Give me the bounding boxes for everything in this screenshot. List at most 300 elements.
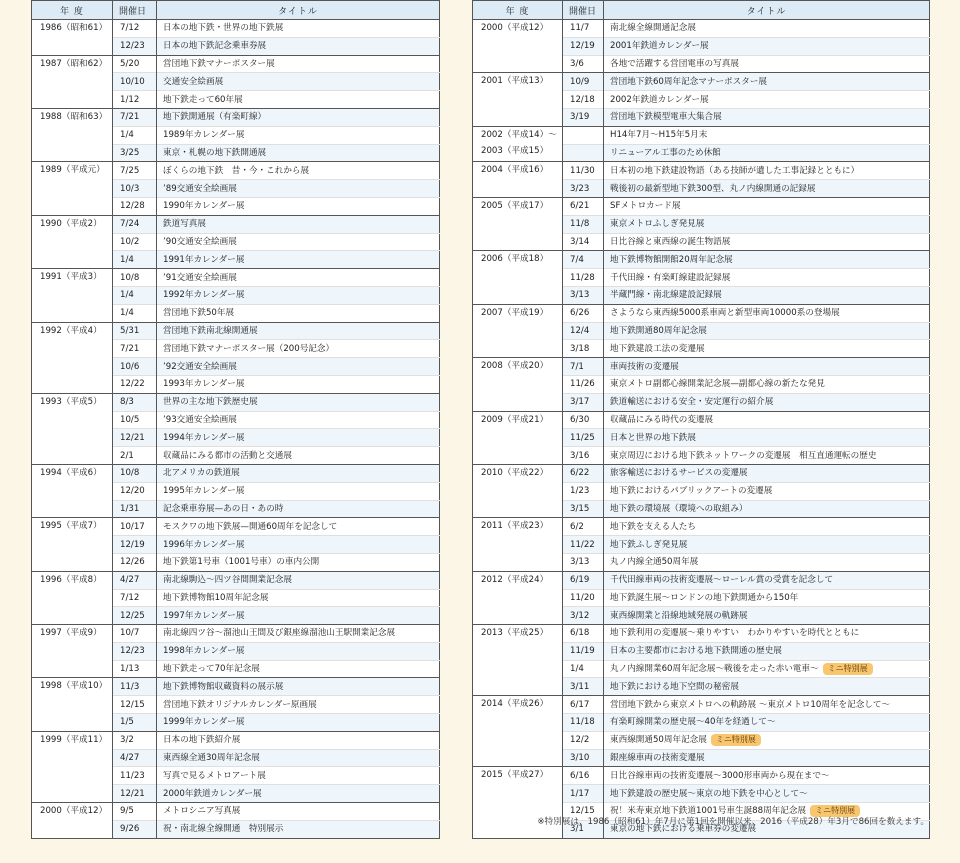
date-cell: 12/15 bbox=[563, 803, 604, 821]
date-cell: 7/4 bbox=[563, 251, 604, 269]
title-cell bbox=[157, 518, 440, 536]
year-cell bbox=[32, 464, 113, 517]
year-cell bbox=[473, 304, 563, 357]
year-label: 1991（平成3） bbox=[40, 272, 102, 283]
title-cell bbox=[604, 304, 930, 322]
exhibition-title: 1994年カレンダー展 bbox=[163, 432, 245, 443]
date-cell: 10/9 bbox=[563, 73, 604, 91]
exhibition-title: 祝・南北線全線開通 特別展示 bbox=[163, 824, 284, 835]
title-cell bbox=[604, 500, 930, 518]
mini-special-badge: ミニ特別展 bbox=[823, 663, 873, 675]
date-cell: 6/19 bbox=[563, 571, 604, 589]
title-cell bbox=[604, 144, 930, 162]
date-cell: 8/3 bbox=[113, 393, 157, 411]
title-cell bbox=[157, 322, 440, 340]
exhibition-title: 1999年カレンダー展 bbox=[163, 717, 245, 728]
title-cell bbox=[157, 180, 440, 198]
date-cell: 1/4 bbox=[113, 286, 157, 304]
table-row bbox=[32, 215, 440, 233]
exhibition-title: 千代田線車両の技術変遷展〜ローレル賞の受賞を記念して bbox=[610, 575, 834, 586]
date-cell: 3/12 bbox=[563, 607, 604, 625]
exhibition-title: モスクワの地下鉄展—開通60周年を記念して bbox=[163, 521, 338, 532]
exhibition-title: 銀座線車両の技術変遷展 bbox=[610, 753, 705, 764]
year-label: 1992（平成4） bbox=[40, 325, 102, 336]
exhibition-title: 東西線全通30周年記念展 bbox=[163, 753, 260, 764]
header-date: 開催日 bbox=[113, 1, 157, 20]
exhibition-title: 営団地下鉄南北線開通展 bbox=[163, 325, 258, 336]
exhibition-title: 世界の主な地下鉄歴史展 bbox=[163, 397, 258, 408]
title-cell bbox=[604, 553, 930, 571]
year-cell bbox=[32, 108, 113, 161]
year-cell bbox=[32, 678, 113, 731]
title-cell bbox=[157, 411, 440, 429]
title-cell bbox=[604, 375, 930, 393]
date-cell: 1/17 bbox=[563, 785, 604, 803]
table-row bbox=[32, 20, 440, 38]
date-cell: 10/10 bbox=[113, 73, 157, 91]
date-cell: 12/19 bbox=[563, 37, 604, 55]
year-cell bbox=[32, 20, 113, 56]
exhibition-title: 1996年カレンダー展 bbox=[163, 539, 245, 550]
title-cell bbox=[157, 197, 440, 215]
exhibition-title: 東京の地下鉄における乗車券の変遷展 bbox=[610, 824, 757, 835]
exhibition-title: 祝！米寿東京地下鉄道1001号車生誕88周年記念展 bbox=[610, 806, 807, 817]
date-cell: 3/25 bbox=[113, 144, 157, 162]
exhibition-title: 日比谷線車両の技術変遷展〜3000形車両から現在まで〜 bbox=[610, 770, 830, 781]
title-cell bbox=[157, 500, 440, 518]
title-cell bbox=[157, 607, 440, 625]
exhibition-title: 日本の地下鉄・世界の地下鉄展 bbox=[163, 23, 284, 34]
date-cell: 1/5 bbox=[113, 714, 157, 732]
year-label: 2007（平成19） bbox=[481, 307, 549, 318]
exhibition-title: 地下鉄開通展（有楽町線） bbox=[163, 112, 267, 123]
year-label: 1996（平成8） bbox=[40, 574, 102, 585]
date-cell: 11/22 bbox=[563, 536, 604, 554]
year-label: 1997（平成9） bbox=[40, 628, 102, 639]
date-cell: 6/17 bbox=[563, 696, 604, 714]
title-cell bbox=[157, 144, 440, 162]
date-cell: 3/14 bbox=[563, 233, 604, 251]
exhibition-title: 南北線四ツ谷〜溜池山王間及び銀座線溜池山王駅開業記念展 bbox=[163, 628, 396, 639]
table-row bbox=[473, 73, 930, 91]
exhibition-title: 旅客輸送におけるサービスの変遷展 bbox=[610, 468, 748, 479]
year-label: 2011（平成23） bbox=[481, 521, 549, 532]
date-cell: 12/25 bbox=[113, 607, 157, 625]
date-cell: 10/6 bbox=[113, 358, 157, 376]
date-cell: 3/10 bbox=[563, 749, 604, 767]
exhibition-title: 営団地下鉄60周年記念マナーポスター展 bbox=[610, 76, 768, 87]
table-header bbox=[473, 1, 930, 20]
title-cell bbox=[604, 126, 930, 144]
date-cell: 11/25 bbox=[563, 429, 604, 447]
year-cell bbox=[473, 251, 563, 304]
year-cell bbox=[473, 162, 563, 198]
exhibition-title: 地下鉄走って70年記念展 bbox=[163, 664, 260, 675]
date-cell: 6/21 bbox=[563, 197, 604, 215]
title-cell bbox=[604, 162, 930, 180]
date-cell: 10/17 bbox=[113, 518, 157, 536]
year-cell bbox=[473, 126, 563, 162]
year-cell bbox=[473, 197, 563, 250]
title-cell bbox=[604, 447, 930, 465]
year-label: 2008（平成20） bbox=[481, 361, 549, 372]
title-cell bbox=[604, 749, 930, 767]
exhibition-title: 1995年カレンダー展 bbox=[163, 486, 245, 497]
date-cell: 6/18 bbox=[563, 625, 604, 643]
date-cell bbox=[563, 144, 604, 162]
table-row bbox=[32, 108, 440, 126]
exhibition-title: 営団地下鉄オリジナルカレンダー原画展 bbox=[163, 699, 317, 710]
title-cell bbox=[604, 20, 930, 38]
exhibition-title: さようなら東西線5000系車両と新型車両10000系の登場展 bbox=[610, 308, 840, 319]
title-cell bbox=[157, 589, 440, 607]
title-cell bbox=[604, 322, 930, 340]
exhibition-title: 日比谷線と東西線の誕生物語展 bbox=[610, 236, 731, 247]
table-row bbox=[473, 251, 930, 269]
date-cell: 7/21 bbox=[113, 108, 157, 126]
title-cell bbox=[604, 731, 930, 749]
title-cell bbox=[604, 518, 930, 536]
title-cell bbox=[604, 696, 930, 714]
exhibition-title: 地下鉄建設の歴史展〜東京の地下鉄を中心として〜 bbox=[610, 788, 808, 799]
exhibition-title: 記念乗車券展—あの日・あの時 bbox=[163, 503, 284, 514]
exhibition-title: リニューアル工事のため休館 bbox=[610, 147, 721, 158]
date-cell: 6/30 bbox=[563, 411, 604, 429]
title-cell bbox=[157, 625, 440, 643]
exhibition-title: 1989年カレンダー展 bbox=[163, 130, 245, 141]
title-cell bbox=[157, 678, 440, 696]
date-cell: 7/12 bbox=[113, 589, 157, 607]
date-cell: 7/1 bbox=[563, 358, 604, 376]
date-cell: 12/21 bbox=[113, 429, 157, 447]
year-label: 1986（昭和61） bbox=[40, 23, 108, 33]
year-label: 2012（平成24） bbox=[481, 574, 549, 585]
date-cell: 3/13 bbox=[563, 286, 604, 304]
table-row bbox=[32, 464, 440, 482]
table-row bbox=[473, 696, 930, 714]
year-label: 1987（昭和62） bbox=[40, 58, 108, 69]
date-cell: 12/23 bbox=[113, 37, 157, 55]
title-cell bbox=[157, 785, 440, 803]
exhibition-title: 丸ノ内線開業60周年記念展〜戦後を走った赤い電車〜 bbox=[610, 664, 819, 675]
header-year: 年 度 bbox=[32, 1, 113, 20]
title-cell bbox=[604, 91, 930, 109]
date-cell: 1/4 bbox=[113, 251, 157, 269]
year-label: 1989（平成元） bbox=[40, 165, 105, 176]
date-cell: 1/12 bbox=[113, 91, 157, 109]
exhibition-title: 営団地下鉄50年展 bbox=[163, 308, 235, 319]
title-cell bbox=[157, 553, 440, 571]
year-label: 1990（平成2） bbox=[40, 218, 102, 229]
exhibition-title: 収蔵品にみる時代の変遷展 bbox=[610, 414, 714, 425]
exhibition-title: 東京・札幌の地下鉄開通展 bbox=[163, 147, 267, 158]
exhibition-title: 2000年鉄道カレンダー展 bbox=[163, 788, 262, 799]
title-cell bbox=[157, 286, 440, 304]
date-cell: 9/26 bbox=[113, 820, 157, 838]
date-cell: 3/1 bbox=[563, 820, 604, 838]
year-cell bbox=[473, 464, 563, 517]
year-label: 1998（平成10） bbox=[40, 681, 108, 692]
year-cell bbox=[473, 696, 563, 767]
header-title: タイトル bbox=[604, 1, 930, 20]
date-cell: 11/26 bbox=[563, 375, 604, 393]
title-cell bbox=[157, 215, 440, 233]
title-cell bbox=[157, 20, 440, 38]
title-cell bbox=[157, 749, 440, 767]
year-label: 2004（平成16） bbox=[481, 165, 549, 176]
year-label: 2002（平成14）〜 bbox=[481, 129, 557, 140]
exhibition-title: 営団地下鉄模型電車大集合展 bbox=[610, 112, 722, 123]
title-cell bbox=[604, 785, 930, 803]
year-cell bbox=[32, 625, 113, 678]
title-cell bbox=[604, 678, 930, 696]
title-cell bbox=[604, 180, 930, 198]
exhibition-title: 写真で見るメトロアート展 bbox=[163, 770, 266, 781]
date-cell: 10/5 bbox=[113, 411, 157, 429]
exhibition-title: 地下鉄博物館開館20周年記念展 bbox=[610, 254, 733, 265]
title-cell bbox=[604, 340, 930, 358]
exhibition-title: 収蔵品にみる都市の活動と交通展 bbox=[163, 450, 292, 461]
exhibition-title: 地下鉄走って60年展 bbox=[163, 94, 243, 105]
title-cell bbox=[157, 803, 440, 821]
exhibition-title: 北アメリカの鉄道展 bbox=[163, 468, 240, 479]
date-cell: 12/21 bbox=[113, 785, 157, 803]
date-cell: 1/4 bbox=[113, 126, 157, 144]
title-cell bbox=[157, 642, 440, 660]
year-cell bbox=[473, 767, 563, 838]
exhibition-title: 日本と世界の地下鉄展 bbox=[610, 432, 696, 443]
year-cell bbox=[32, 518, 113, 571]
title-cell bbox=[157, 55, 440, 73]
table-row bbox=[473, 20, 930, 38]
exhibition-title: 東西線開通50周年記念展 bbox=[610, 735, 707, 746]
title-cell bbox=[604, 73, 930, 91]
title-cell bbox=[604, 108, 930, 126]
title-cell bbox=[157, 731, 440, 749]
date-cell: 12/4 bbox=[563, 322, 604, 340]
exhibition-title: ’92交通安全絵画展 bbox=[163, 361, 237, 372]
title-cell bbox=[157, 482, 440, 500]
exhibition-title: 地下鉄博物館収蔵資料の展示展 bbox=[163, 681, 284, 692]
footnote: ※特別展は、1986（昭和61）年7月に第1回を開催以来、2016（平成28）年3月で86回を数えます。 bbox=[537, 817, 929, 827]
year-cell bbox=[32, 269, 113, 322]
title-cell bbox=[157, 571, 440, 589]
date-cell: 12/20 bbox=[113, 482, 157, 500]
exhibition-title: SFメトロカード展 bbox=[610, 201, 681, 212]
title-cell bbox=[604, 429, 930, 447]
title-cell bbox=[157, 820, 440, 838]
exhibition-title: ’93交通安全絵画展 bbox=[163, 414, 237, 425]
exhibition-title: 鉄道写真展 bbox=[163, 219, 206, 230]
exhibition-title: 日本の地下鉄記念乗車券展 bbox=[163, 41, 267, 52]
date-cell: 11/18 bbox=[563, 714, 604, 732]
table-row bbox=[32, 678, 440, 696]
exhibition-table-right bbox=[472, 0, 930, 839]
date-cell: 1/4 bbox=[563, 660, 604, 678]
title-cell bbox=[604, 251, 930, 269]
year-label: 1994（平成6） bbox=[40, 467, 102, 478]
exhibition-title: 交通安全絵画展 bbox=[163, 76, 224, 87]
date-cell: 12/23 bbox=[113, 642, 157, 660]
date-cell: 11/3 bbox=[113, 678, 157, 696]
year-label: 1995（平成7） bbox=[40, 521, 102, 532]
table-row bbox=[473, 197, 930, 215]
exhibition-title: 東京メトロふしぎ発見展 bbox=[610, 219, 705, 230]
title-cell bbox=[157, 714, 440, 732]
title-cell bbox=[157, 251, 440, 269]
exhibition-title: 各地で活躍する営団電車の写真展 bbox=[610, 58, 739, 69]
year-cell bbox=[32, 731, 113, 802]
date-cell: 1/4 bbox=[113, 304, 157, 322]
title-cell bbox=[157, 108, 440, 126]
date-cell: 11/7 bbox=[563, 20, 604, 38]
title-cell bbox=[604, 767, 930, 785]
year-cell bbox=[473, 73, 563, 126]
title-cell bbox=[157, 233, 440, 251]
year-label: 2000（平成12） bbox=[481, 23, 549, 33]
year-cell bbox=[473, 571, 563, 624]
date-cell: 1/31 bbox=[113, 500, 157, 518]
title-cell bbox=[157, 304, 440, 322]
exhibition-title: 日本の地下鉄紹介展 bbox=[163, 735, 241, 746]
table-row bbox=[32, 269, 440, 287]
year-cell bbox=[473, 411, 563, 464]
year-label: 2014（平成26） bbox=[481, 699, 549, 710]
title-cell bbox=[157, 162, 440, 180]
date-cell: 9/5 bbox=[113, 803, 157, 821]
exhibition-title: 1991年カレンダー展 bbox=[163, 254, 245, 265]
exhibition-title: 営団地下鉄マナーポスター展（200号記念） bbox=[163, 343, 335, 354]
date-cell: 4/27 bbox=[113, 749, 157, 767]
table-row bbox=[32, 803, 440, 821]
title-cell bbox=[604, 482, 930, 500]
date-cell: 7/25 bbox=[113, 162, 157, 180]
date-cell: 10/7 bbox=[113, 625, 157, 643]
exhibition-title: 南北線駒込〜四ツ谷間開業記念展 bbox=[163, 575, 292, 586]
year-label: 2005（平成17） bbox=[481, 200, 549, 211]
date-cell: 11/8 bbox=[563, 215, 604, 233]
exhibition-title: 鉄道輸送における安全・安定運行の紹介展 bbox=[610, 397, 774, 408]
title-cell bbox=[157, 91, 440, 109]
exhibition-title: 戦後初の最新型地下鉄300型、丸ノ内線開通の記録展 bbox=[610, 183, 816, 194]
exhibition-title: 地下鉄利用の変遷展〜乗りやすい わかりやすいを時代とともに bbox=[610, 628, 860, 639]
title-cell bbox=[604, 37, 930, 55]
exhibition-title: 地下鉄建設工法の変遷展 bbox=[610, 343, 705, 354]
date-cell: 12/28 bbox=[113, 197, 157, 215]
exhibition-title: 地下鉄開通80周年記念展 bbox=[610, 325, 707, 336]
title-cell bbox=[157, 767, 440, 785]
exhibition-title: 1998年カレンダー展 bbox=[163, 646, 245, 657]
year-label: 2006（平成18） bbox=[481, 254, 549, 265]
title-cell bbox=[604, 589, 930, 607]
title-cell bbox=[157, 393, 440, 411]
title-cell bbox=[604, 55, 930, 73]
mini-special-badge: ミニ特別展 bbox=[810, 805, 860, 817]
date-cell: 7/24 bbox=[113, 215, 157, 233]
date-cell: 10/2 bbox=[113, 233, 157, 251]
title-cell bbox=[604, 660, 930, 678]
title-cell bbox=[157, 126, 440, 144]
exhibition-title: 1990年カレンダー展 bbox=[163, 201, 245, 212]
title-cell bbox=[604, 358, 930, 376]
date-cell: 11/23 bbox=[113, 767, 157, 785]
date-cell: 3/2 bbox=[113, 731, 157, 749]
table-row bbox=[473, 767, 930, 785]
date-cell: 2/1 bbox=[113, 447, 157, 465]
header-year: 年 度 bbox=[473, 1, 563, 20]
table-row bbox=[473, 518, 930, 536]
mini-special-badge: ミニ特別展 bbox=[711, 734, 761, 746]
date-cell: 6/26 bbox=[563, 304, 604, 322]
date-cell: 3/11 bbox=[563, 678, 604, 696]
year-label: 1999（平成11） bbox=[40, 734, 108, 745]
exhibition-title: 東京周辺における地下鉄ネットワークの変遷展 相互直通運転の歴史 bbox=[610, 450, 877, 461]
date-cell: 3/16 bbox=[563, 447, 604, 465]
table-row bbox=[473, 411, 930, 429]
year-cell bbox=[473, 20, 563, 73]
exhibition-title: 地下鉄博物館10周年記念展 bbox=[163, 592, 269, 603]
exhibition-title: 2001年鉄道カレンダー展 bbox=[610, 41, 709, 52]
date-cell: 5/31 bbox=[113, 322, 157, 340]
date-cell: 4/27 bbox=[113, 571, 157, 589]
title-cell bbox=[604, 714, 930, 732]
date-cell: 3/15 bbox=[563, 500, 604, 518]
year-label: 2000（平成12） bbox=[40, 806, 108, 817]
exhibition-title: メトロシニア写真展 bbox=[163, 806, 241, 817]
table-row bbox=[32, 731, 440, 749]
year-cell bbox=[32, 55, 113, 108]
table-row bbox=[32, 322, 440, 340]
title-cell bbox=[604, 625, 930, 643]
title-cell bbox=[157, 447, 440, 465]
table-row bbox=[473, 358, 930, 376]
exhibition-title: 1993年カレンダー展 bbox=[163, 379, 245, 390]
date-cell: 1/23 bbox=[563, 482, 604, 500]
title-cell bbox=[604, 215, 930, 233]
date-cell: 12/22 bbox=[113, 375, 157, 393]
exhibition-title: 地下鉄誕生展〜ロンドンの地下鉄開通から150年 bbox=[610, 592, 799, 603]
date-cell: 12/19 bbox=[113, 536, 157, 554]
title-cell bbox=[157, 340, 440, 358]
exhibition-title: 1997年カレンダー展 bbox=[163, 610, 245, 621]
exhibition-title: 車両技術の変遷展 bbox=[610, 361, 679, 372]
table-row bbox=[473, 464, 930, 482]
title-cell bbox=[157, 358, 440, 376]
date-cell: 6/16 bbox=[563, 767, 604, 785]
table-row bbox=[32, 162, 440, 180]
title-cell bbox=[604, 269, 930, 287]
date-cell: 11/30 bbox=[563, 162, 604, 180]
date-cell: 6/2 bbox=[563, 518, 604, 536]
date-cell: 3/23 bbox=[563, 180, 604, 198]
year-cell bbox=[473, 518, 563, 571]
year-label: 1988（昭和63） bbox=[40, 111, 108, 122]
title-cell bbox=[157, 429, 440, 447]
title-cell bbox=[604, 197, 930, 215]
header-title: タイトル bbox=[157, 1, 440, 20]
date-cell: 3/17 bbox=[563, 393, 604, 411]
date-cell: 11/19 bbox=[563, 642, 604, 660]
date-cell: 3/13 bbox=[563, 553, 604, 571]
year-cell bbox=[32, 322, 113, 393]
table-row bbox=[473, 162, 930, 180]
exhibition-title: ’91交通安全絵画展 bbox=[163, 272, 237, 283]
date-cell: 10/8 bbox=[113, 464, 157, 482]
table-row bbox=[32, 393, 440, 411]
exhibition-title: ぼくらの地下鉄 昔・今・これから展 bbox=[163, 165, 310, 176]
title-cell bbox=[604, 536, 930, 554]
year-label: 2009（平成21） bbox=[481, 414, 549, 425]
